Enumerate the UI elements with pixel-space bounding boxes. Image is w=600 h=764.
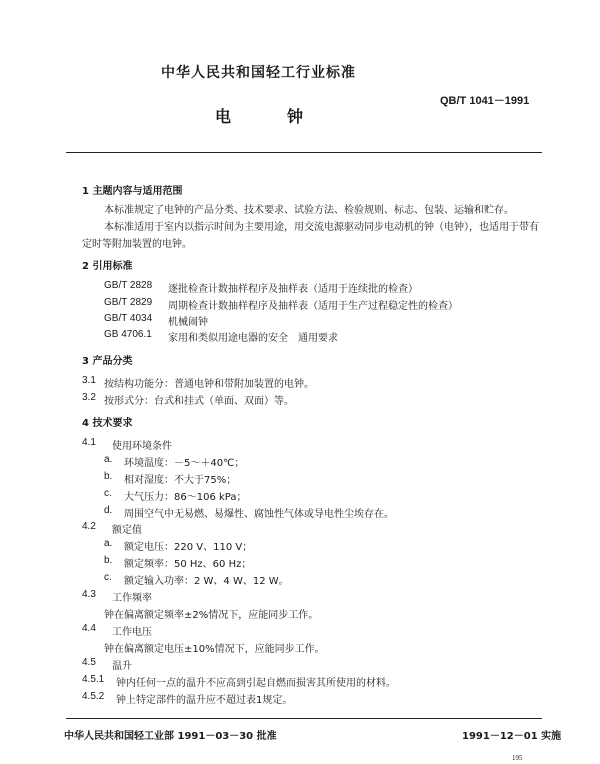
ref-text-3: 机械闹钟 (168, 317, 208, 328)
section-4-heading: 4 技术要求 (82, 418, 133, 429)
approval-line: 中华人民共和国轻工业部 1991－03－30 批准 (64, 731, 277, 742)
section-1-para-2b: 定时等附加装置的电钟。 (82, 239, 192, 250)
clause-3-1-number: 3.1 (82, 375, 96, 386)
page-number: 195 (512, 754, 523, 762)
ref-text-2: 周期检查计数抽样程序及抽样表（适用于生产过程稳定性的检查） (168, 301, 458, 312)
document-title-part2: 钟 (287, 107, 304, 126)
item-4-1-b-key: b. (104, 471, 113, 482)
item-4-2-b-key: b. (104, 555, 113, 566)
clause-3-1-text: 按结构功能分：普通电钟和带附加装置的电钟。 (104, 379, 314, 390)
clause-4-4-body: 钟在偏离额定电压±10%情况下，应能同步工作。 (104, 644, 325, 655)
clause-4-4-number: 4.4 (82, 623, 96, 634)
clause-4-2-number: 4.2 (82, 521, 96, 532)
item-4-1-c-text: 大气压力：86～106 kPa； (124, 492, 247, 503)
clause-4-3-number: 4.3 (82, 589, 96, 600)
item-4-1-a-text: 环境温度：－5～＋40℃； (124, 458, 245, 469)
ref-text-4: 家用和类似用途电器的安全 通用要求 (168, 333, 338, 344)
clause-4-3-body: 钟在偏离额定频率±2%情况下，应能同步工作。 (104, 610, 319, 621)
clause-4-1-number: 4.1 (82, 437, 96, 448)
section-2-heading: 2 引用标准 (82, 261, 133, 272)
item-4-2-c-text: 额定输入功率：2 W、4 W、12 W。 (124, 576, 289, 587)
clause-4-5-1-number: 4.5.1 (82, 674, 105, 685)
clause-3-2-number: 3.2 (82, 392, 96, 403)
ref-code-2: GB/T 2829 (104, 297, 153, 308)
item-4-2-a-key: a. (104, 538, 113, 549)
item-4-1-c-key: c. (104, 488, 112, 499)
item-4-1-b-text: 相对湿度：不大于75%； (124, 475, 237, 486)
section-3-heading: 3 产品分类 (82, 356, 133, 367)
clause-4-5-title: 温升 (112, 661, 132, 672)
clause-4-5-1-text: 钟内任何一点的温升不应高到引起自燃而损害其所使用的材料。 (116, 678, 396, 689)
standard-code: QB/T 1041－1991 (440, 95, 530, 107)
issuing-organization: 中华人民共和国轻工行业标准 (161, 65, 356, 81)
ref-text-1: 逐批检查计数抽样程序及抽样表（适用于连续批的检查） (168, 284, 418, 295)
clause-4-5-2-number: 4.5.2 (82, 691, 105, 702)
item-4-2-c-key: c. (104, 572, 112, 583)
clause-4-3-title: 工作频率 (112, 593, 152, 604)
item-4-2-b-text: 额定频率：50 Hz、60 Hz； (124, 559, 252, 570)
clause-4-1-title: 使用环境条件 (112, 441, 172, 452)
ref-code-1: GB/T 2828 (104, 280, 153, 291)
bottom-rule (66, 718, 542, 719)
item-4-1-a-key: a. (104, 454, 113, 465)
effective-date: 1991－12－01 实施 (462, 731, 562, 742)
clause-4-4-title: 工作电压 (112, 627, 152, 638)
item-4-1-d-text: 周围空气中无易燃、易爆性、腐蚀性气体或导电性尘埃存在。 (124, 509, 394, 520)
clause-4-5-2-text: 钟上特定部件的温升应不超过表1规定。 (116, 695, 293, 706)
clause-3-2-text: 按形式分：台式和挂式（单面、双面）等。 (104, 396, 294, 407)
item-4-1-d-key: d. (104, 505, 113, 516)
section-1-para-1: 本标准规定了电钟的产品分类、技术要求、试验方法、检验规则、标志、包装、运输和贮存。 (104, 205, 514, 216)
section-1-para-2a: 本标准适用于室内以指示时间为主要用途，用交流电源驱动同步电动机的钟（电钟），也适用于带有 (104, 222, 539, 233)
clause-4-2-title: 额定值 (112, 525, 142, 536)
ref-code-3: GB/T 4034 (104, 313, 153, 324)
clause-4-5-number: 4.5 (82, 657, 96, 668)
ref-code-4: GB 4706.1 (104, 329, 152, 340)
document-title-part1: 电 (215, 107, 232, 126)
item-4-2-a-text: 额定电压：220 V、110 V； (124, 542, 253, 553)
top-rule (66, 152, 542, 153)
section-1-heading: 1 主题内容与适用范围 (82, 186, 183, 197)
